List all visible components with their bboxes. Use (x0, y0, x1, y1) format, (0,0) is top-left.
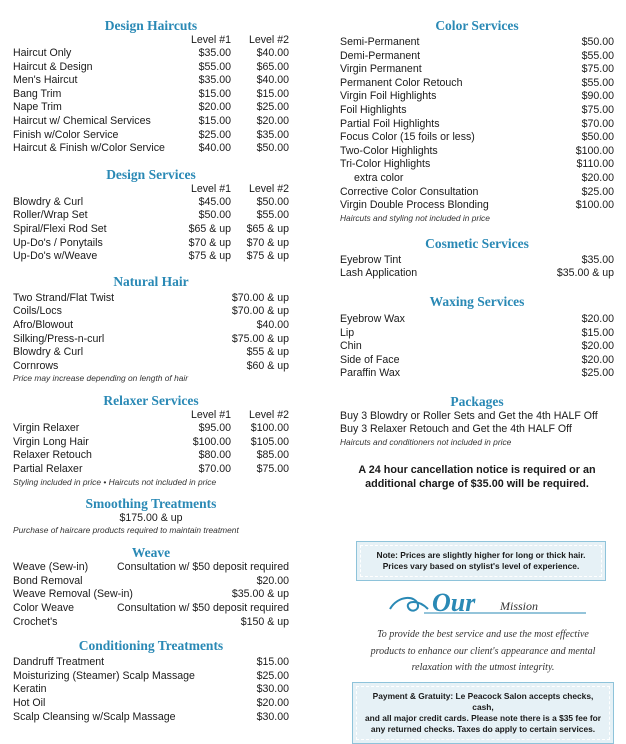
menu-item (13, 463, 289, 477)
weave-list (13, 561, 289, 629)
item-name: Side of Face (340, 353, 400, 366)
menu-item (340, 254, 614, 268)
cancellation-line-2: additional charge of $35.00 will be required. (365, 477, 589, 490)
left-column (13, 0, 289, 724)
item-price: $25.00 (198, 128, 231, 141)
menu-item (13, 305, 289, 319)
item-price: $55.00 (581, 76, 614, 89)
menu-item (340, 90, 614, 104)
menu-item (13, 142, 289, 156)
item-name: Haircut w/ Chemical Services (13, 114, 151, 127)
item-name: Nape Trim (13, 101, 62, 114)
level1-label: Level #1 (190, 409, 231, 422)
color-services-list (340, 36, 614, 213)
menu-item (340, 36, 614, 50)
swirl-ornament-icon (390, 598, 428, 611)
item-name: Hot Oil (13, 697, 46, 709)
item-price: $25.00 (581, 185, 614, 198)
item-price: $35.00 & up (231, 588, 289, 601)
item-name: Moisturizing (Steamer) Scalp Massage (13, 669, 195, 682)
item-name: Virgin Double Process Blonding (340, 199, 489, 212)
conditioning-list (13, 656, 289, 724)
menu-item (13, 683, 289, 697)
level2-label: Level #2 (248, 409, 289, 422)
pricing-note-line-2: Prices vary based on stylist's level of experience. (382, 561, 580, 571)
item-name: Virgin Foil Highlights (340, 90, 437, 103)
item-name: Partial Relaxer (13, 463, 83, 476)
item-price: $40.00 (256, 47, 289, 59)
item-price: $40.00 (198, 142, 231, 155)
menu-item (13, 561, 289, 575)
item-price: $35.00 & up (556, 267, 614, 280)
waxing-list (340, 313, 614, 381)
mission-statement (352, 627, 614, 677)
menu-item (340, 367, 614, 381)
menu-item (13, 319, 289, 333)
menu-item (13, 422, 289, 436)
item-price: $70 & up (188, 236, 231, 249)
level2-label: Level #2 (248, 34, 289, 46)
item-price: $15.00 (198, 114, 231, 127)
logo-word-our: Our (432, 588, 476, 617)
waxing-title: Waxing Services (429, 293, 525, 309)
menu-item (340, 267, 614, 281)
item-price: $20.00 (581, 171, 614, 184)
smoothing-price: $175.00 & up (119, 511, 183, 524)
item-name: Haircut & Design (13, 60, 93, 73)
smoothing-note: Purchase of haircare products required to maintain treatment (13, 525, 239, 536)
item-price: $15.00 (256, 656, 289, 669)
menu-item (13, 697, 289, 711)
item-price: $70 & up (246, 236, 289, 249)
design-services-list (13, 196, 289, 264)
menu-item (13, 250, 289, 264)
item-name: Lip (340, 326, 355, 339)
item-price: Consultation w/ $50 deposit required (117, 561, 289, 574)
item-name: Focus Color (15 foils or less) (340, 131, 475, 144)
payment-box (352, 682, 614, 744)
menu-item (13, 711, 289, 725)
menu-item (340, 158, 614, 172)
item-name: Crochet's (13, 615, 58, 628)
item-name: Tri-Color Highlights (340, 158, 431, 171)
menu-item (13, 101, 289, 115)
our-mission-logo (388, 587, 588, 621)
menu-item (340, 131, 614, 145)
menu-item (340, 199, 614, 213)
menu-item (13, 333, 289, 347)
menu-item (13, 209, 289, 223)
item-price: $65 & up (246, 222, 289, 235)
item-name: Scalp Cleansing w/Scalp Massage (13, 710, 176, 723)
item-name: Bond Removal (13, 574, 83, 587)
item-price: $55.00 (256, 209, 289, 222)
item-price: $55 & up (246, 346, 289, 359)
item-price: $75.00 (581, 103, 614, 116)
item-price: $20.00 (256, 697, 289, 709)
item-price: $90.00 (581, 90, 614, 103)
item-price: $95.00 (198, 422, 231, 435)
package-line: Buy 3 Blowdry or Roller Sets and Get the 4th HALF Off (340, 409, 598, 422)
item-price: $110.00 (576, 158, 614, 171)
item-price: $50.00 (256, 142, 289, 155)
smoothing-title: Smoothing Treatments (85, 495, 217, 511)
mission-line-1: To provide the best service and use the most effective (377, 629, 589, 640)
item-price: $30.00 (256, 683, 289, 696)
menu-item (340, 118, 614, 132)
natural-hair-title: Natural Hair (113, 273, 189, 289)
item-price: $75.00 & up (231, 332, 289, 345)
item-name: Demi-Permanent (340, 49, 421, 62)
design-services-title: Design Services (106, 166, 196, 182)
item-price: $75 & up (246, 250, 289, 263)
item-name: Eyebrow Wax (340, 312, 405, 325)
item-name: Up-Do's w/Weave (13, 250, 98, 263)
right-column (340, 0, 614, 491)
menu-item (13, 61, 289, 75)
item-name: Weave (Sew-in) (13, 561, 89, 574)
packages-note: Haircuts and conditioners not included in price (340, 437, 512, 448)
menu-item (13, 575, 289, 589)
item-price: $55.00 (198, 60, 231, 73)
item-name: Chin (340, 340, 362, 353)
item-price: $65.00 (256, 60, 289, 73)
menu-item (13, 292, 289, 306)
relaxer-services-header (13, 409, 289, 422)
menu-item (13, 449, 289, 463)
level1-label: Level #1 (190, 34, 231, 46)
menu-item (340, 77, 614, 91)
item-price: $20.00 (198, 101, 231, 114)
item-price: $40.00 (256, 318, 289, 331)
color-services-title: Color Services (435, 18, 519, 33)
menu-item (13, 115, 289, 129)
menu-item (13, 237, 289, 251)
item-name: Paraffin Wax (340, 367, 401, 380)
item-price: $35.00 (581, 253, 614, 266)
pricing-note-line-1: Note: Prices are slightly higher for long or thick hair. (376, 550, 586, 560)
item-name: Dandruff Treatment (13, 656, 105, 669)
natural-hair-list (13, 292, 289, 374)
item-price: $25.00 (256, 101, 289, 114)
payment-line-1: Payment & Gratuity: Le Peacock Salon accepts checks, cash, (372, 691, 594, 712)
menu-item (13, 223, 289, 237)
pricing-note-box (356, 541, 606, 581)
package-line: Buy 3 Relaxer Retouch and Get the 4th HALF Off (340, 423, 572, 436)
item-price: $75.00 (256, 463, 289, 476)
item-price: $20.00 (581, 312, 614, 325)
menu-item (13, 196, 289, 210)
menu-item (13, 588, 289, 602)
item-name: Weave Removal (Sew-in) (13, 588, 133, 601)
item-price: $15.00 (198, 87, 231, 100)
item-name: extra color (354, 171, 404, 184)
menu-item (13, 129, 289, 143)
item-price: $75 & up (188, 250, 231, 263)
item-name: Haircut & Finish w/Color Service (13, 142, 165, 155)
menu-item (13, 670, 289, 684)
menu-item (13, 88, 289, 102)
menu-item (340, 340, 614, 354)
item-name: Blowdry & Curl (13, 195, 84, 208)
cancellation-line-1: A 24 hour cancellation notice is required or an (358, 464, 596, 477)
item-price: $50.00 (256, 195, 289, 208)
item-price: $70.00 (198, 463, 231, 476)
item-name: Finish w/Color Service (13, 128, 119, 141)
menu-item (340, 63, 614, 77)
relaxer-services-list (13, 422, 289, 476)
item-price: Consultation w/ $50 deposit required (117, 602, 289, 615)
item-price: $40.00 (256, 74, 289, 87)
item-price: $20.00 (581, 340, 614, 353)
item-name: Men's Haircut (13, 74, 78, 87)
item-name: Virgin Long Hair (13, 435, 89, 448)
item-price: $85.00 (256, 449, 289, 462)
menu-item (13, 360, 289, 374)
item-price: $35.00 (198, 47, 231, 59)
menu-item (13, 436, 289, 450)
design-haircuts-title: Design Haircuts (104, 18, 198, 33)
item-name: Partial Foil Highlights (340, 117, 440, 130)
mission-line-3: relaxation with the utmost integrity. (411, 662, 555, 673)
payment-line-3: any returned checks. Taxes do apply to certain services. (370, 724, 596, 734)
item-price: $25.00 (581, 367, 614, 380)
item-price: $35.00 (198, 74, 231, 87)
design-services-header (13, 183, 289, 196)
menu-item (340, 172, 614, 186)
item-name: Silking/Press-n-curl (13, 332, 105, 345)
item-name: Bang Trim (13, 87, 62, 100)
design-haircuts-list (13, 47, 289, 156)
payment-line-2: and all major credit cards. Please note there is a $35 fee for (365, 713, 601, 723)
menu-item (340, 186, 614, 200)
menu-item (13, 656, 289, 670)
level1-label: Level #1 (190, 182, 231, 195)
menu-item (340, 354, 614, 368)
item-name: Two Strand/Flat Twist (13, 291, 115, 304)
color-services-note: Haircuts and styling not included in price (340, 212, 490, 223)
item-name: Roller/Wrap Set (13, 209, 88, 222)
item-price: $15.00 (256, 87, 289, 100)
item-price: $35.00 (256, 128, 289, 141)
item-price: $60 & up (246, 359, 289, 372)
cosmetic-title: Cosmetic Services (425, 235, 529, 251)
packages-title: Packages (450, 393, 504, 409)
item-name: Blowdry & Curl (13, 346, 84, 359)
item-price: $70.00 (581, 117, 614, 130)
item-price: $70.00 & up (231, 291, 289, 304)
mission-line-2: products to enhance our client's appearance and mental (370, 645, 596, 657)
item-name: Coils/Locs (13, 305, 62, 318)
cosmetic-list (340, 254, 614, 281)
item-name: Foil Highlights (340, 103, 407, 116)
item-price: $20.00 (581, 353, 614, 366)
menu-item (340, 50, 614, 64)
item-name: Lash Application (340, 267, 418, 280)
item-price: $70.00 & up (231, 305, 289, 318)
item-price: $65 & up (188, 222, 231, 235)
item-name: Two-Color Highlights (340, 144, 438, 157)
item-price: $15.00 (581, 326, 614, 339)
menu-item (340, 313, 614, 327)
item-price: $25.00 (256, 669, 289, 682)
item-name: Eyebrow Tint (340, 253, 402, 266)
item-name: Relaxer Retouch (13, 449, 92, 462)
menu-item (340, 327, 614, 341)
item-name: Virgin Permanent (340, 63, 422, 76)
item-price: $100.00 (250, 422, 289, 435)
item-price: $20.00 (256, 114, 289, 127)
item-price: $75.00 (581, 63, 614, 76)
item-price: $20.00 (256, 574, 289, 587)
conditioning-title: Conditioning Treatments (78, 638, 224, 654)
item-price: $45.00 (198, 195, 231, 208)
relaxer-note: Styling included in price • Haircuts not included in price (13, 476, 217, 487)
item-price: $105.00 (250, 435, 289, 448)
menu-item (13, 47, 289, 61)
item-price: $50.00 (581, 131, 614, 144)
menu-item (13, 74, 289, 88)
weave-title: Weave (131, 545, 171, 561)
design-haircuts-header (13, 34, 289, 47)
item-name: Color Weave (13, 602, 75, 615)
item-price: $100.00 (192, 435, 231, 448)
item-price: $30.00 (256, 710, 289, 723)
item-name: Haircut Only (13, 47, 72, 59)
item-name: Afro/Blowout (13, 318, 74, 331)
menu-item (13, 346, 289, 360)
level2-label: Level #2 (248, 182, 289, 195)
menu-item (13, 616, 289, 630)
item-price: $55.00 (581, 49, 614, 62)
logo-word-mission: Mission (500, 599, 539, 613)
item-name: Semi-Permanent (340, 36, 420, 48)
item-price: $100.00 (575, 144, 614, 157)
item-name: Corrective Color Consultation (340, 185, 479, 198)
relaxer-services-title: Relaxer Services (103, 393, 199, 409)
item-name: Virgin Relaxer (13, 422, 80, 435)
menu-item (340, 104, 614, 118)
item-price: $50.00 (581, 36, 614, 48)
item-name: Up-Do's / Ponytails (13, 236, 103, 249)
natural-hair-note: Price may increase depending on length of hair (13, 373, 189, 384)
item-price: $50.00 (198, 209, 231, 222)
item-name: Permanent Color Retouch (340, 76, 463, 89)
menu-item (13, 602, 289, 616)
item-name: Spiral/Flexi Rod Set (13, 222, 107, 235)
item-name: Cornrows (13, 359, 59, 372)
item-price: $100.00 (575, 199, 614, 212)
menu-item (340, 145, 614, 159)
item-name: Keratin (13, 683, 47, 696)
item-price: $80.00 (198, 449, 231, 462)
item-price: $150 & up (240, 615, 289, 628)
